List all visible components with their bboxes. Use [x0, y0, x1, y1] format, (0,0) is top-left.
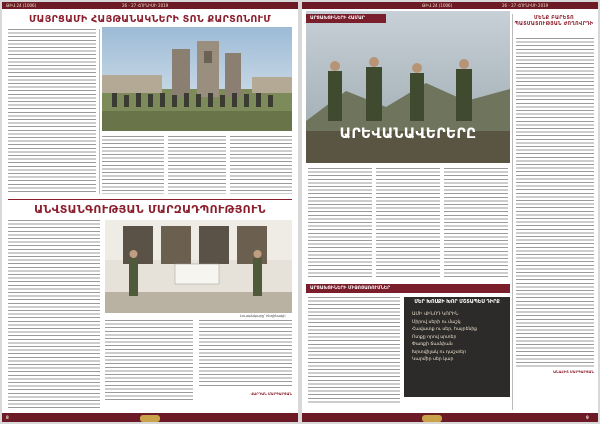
column-divider	[99, 29, 100, 194]
right-signature: ԱՆԱՀԻՏ ՄԱՐԳԱՐՅԱՆ	[553, 370, 594, 374]
right-issue: ԹԻՎ 24 (1006)	[422, 3, 453, 8]
left-photo-caption: Լուսանկարը՝ հեղինակի	[240, 314, 286, 318]
left-top-column-3	[168, 136, 226, 194]
headline-top: ՄԱՅՐՑԱՄԻ ՀԱՅԹԱՆԱԿՆԵՐԻ ՏՈՆ ՔԱՐՏՈՆՈՒՄ	[28, 14, 272, 25]
right-bottom-column	[308, 297, 400, 405]
poem-line: Հավատք ու սեր, հայրենիք	[412, 327, 478, 332]
museum-photo	[105, 220, 292, 313]
sidebar-divider	[512, 14, 513, 410]
section-divider	[8, 199, 292, 200]
left-signature: ՎԱՐԴԱՆ ՄԱՐԳԱՐՅԱՆ	[250, 392, 292, 396]
poem-line: Կարմիր սեր կար	[412, 357, 454, 362]
left-page-header-bar	[2, 2, 298, 9]
left-top-column-2	[102, 136, 164, 194]
left-issue: ԹԻՎ 24 (1006)	[6, 3, 37, 8]
left-top-column-4	[230, 136, 292, 194]
left-page	[2, 2, 298, 422]
poem-line: Խրտվիլակ ու դաշտեր	[412, 349, 467, 355]
right-page-header-bar	[302, 2, 598, 9]
section-tag-label: ԱՐՑԱԽՑԻՆԵՐԻ ՀԱՄԱՐ	[310, 16, 365, 21]
poem-box	[404, 297, 510, 397]
section-tag	[306, 14, 386, 23]
poem-line: Փառքի ճամփան	[412, 342, 453, 347]
right-page-footer	[302, 413, 598, 422]
left-bottom-column-2	[105, 320, 193, 400]
right-page-number: 9	[586, 415, 589, 420]
headline-main: ԱՆՎՏԱՆԳՈՒԹՅԱՆ ՄԱՐԶԱԴՊՈՒԹՅՈՒՆ	[34, 203, 266, 216]
poem-list	[412, 311, 477, 364]
newspaper-logo-icon	[422, 415, 442, 422]
poem-box-title: ՄԵՐ ԽՈՍՔԻ ԽՈՐ ՄՇՏԱՊԵՍ ԴԻՐՔ	[414, 300, 500, 305]
right-column-3	[444, 168, 508, 278]
left-page-number: 8	[6, 415, 9, 420]
hero-title: ԱՐԵՎԱՆԱՎԵՐԵՐԸ	[339, 126, 477, 142]
left-page-footer	[2, 413, 298, 422]
newspaper-logo-icon	[140, 415, 160, 422]
right-date: 26 - 27 ՀՈՒՆԻՍԻ 2019	[502, 3, 549, 8]
right-column-2	[376, 168, 440, 278]
left-bottom-column-3	[199, 320, 292, 386]
poem-line: Սիրով սերի ու մաշկ	[412, 319, 461, 325]
left-top-column-1	[8, 29, 96, 194]
sidebar-column	[516, 38, 594, 368]
left-date: 26 - 27 ՀՈՒՆԻՍԻ 2019	[122, 3, 169, 8]
right-column-1	[308, 168, 372, 278]
right-page	[302, 2, 598, 422]
poem-line: ԱՄԻ ՎԻՆՈԴ ԿՈՐԻՆ	[412, 312, 459, 317]
poem-line: Ոտքը որով սրտեր	[412, 334, 457, 340]
memorial-photo	[102, 27, 292, 131]
left-bottom-column-1	[8, 220, 100, 408]
bottom-band-label: ԱՐՑԱԽՑԻՆԵՐԻ ՄԻՋՈՑԱՌՈՒՄՆԵՐ	[310, 286, 391, 291]
bottom-band	[306, 284, 510, 293]
sidebar-title: ՄԵՆՔ ԲԱՐԵՏՈ ՊԱՏՄԱՏՈՒԹՅԱՆ ԺՈՂՈՎՐԴԻ	[514, 16, 594, 27]
